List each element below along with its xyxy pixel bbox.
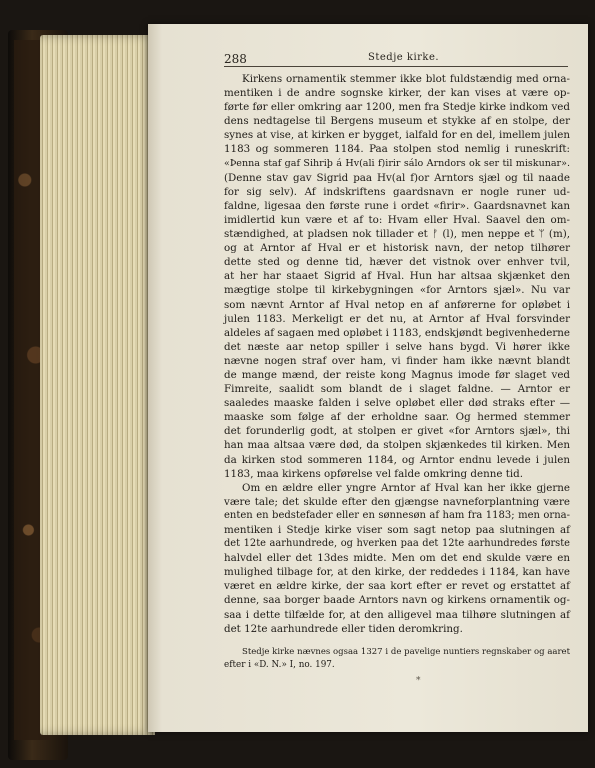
text-line: da kirken stod sommeren 1184, og Arntor endnu levede i julen bbox=[224, 453, 570, 466]
footnote-line: efter i «D. N.» I, no. 197. bbox=[224, 660, 335, 670]
text-line: at her har staaet Sigrid af Hval. Hun har altsaa skjænket den bbox=[224, 270, 570, 283]
text-line: de mange mænd, der reiste kong Magnus imode før slaget ved bbox=[224, 368, 570, 381]
text-line: nævne nogen straf over ham, vi finder ham ikke nævnt blandt bbox=[224, 354, 570, 367]
text-line: (Denne stav gav Sigrid paa Hv(al f)or Arntors sjæl og til naade bbox=[224, 171, 570, 184]
text-line: saa i dette tilfælde for, at den alligevel maa tilhøre slutningen af bbox=[224, 608, 570, 621]
text-line: han maa altsaa være død, da stolpen skjænkedes til kirken. Men bbox=[224, 439, 570, 452]
text-line: det 12te aarhundrede, og hverken paa det 12te aarhundredes første bbox=[224, 538, 570, 550]
text-line: førte før eller omkring aar 1200, men fra Stedje kirke indkom ved bbox=[224, 101, 570, 114]
footnote bbox=[224, 646, 570, 672]
header-rule bbox=[224, 66, 568, 67]
text-line: saaledes maaske falden i selve opløbet eller død straks efter — bbox=[224, 397, 570, 410]
text-line: 1183, maa kirkens opførelse vel falde omkring denne tid. bbox=[224, 467, 524, 480]
text-line: dens nedtagelse til Bergens museum et stykke af en stolpe, der bbox=[224, 115, 570, 128]
text-line: og at Arntor af Hval er et historisk navn, der netop tilhører bbox=[224, 242, 570, 255]
text-line: Om en ældre eller yngre Arntor af Hval kan her ikke gjerne bbox=[242, 481, 570, 494]
book-page bbox=[148, 24, 588, 732]
text-line: aldeles af sagaen med opløbet i 1183, endskjøndt begivenhederne bbox=[224, 326, 570, 339]
text-line: mægtige stolpe til kirkebygningen «for Arntors sjæl». Nu var bbox=[224, 284, 570, 297]
text-line: enten en bedstefader eller en sønnesøn af ham fra 1183; men orna- bbox=[224, 509, 570, 521]
text-line: været en ældre kirke, der saa kort efter er revet og erstattet af bbox=[224, 580, 570, 593]
running-title: Stedje kirke. bbox=[368, 52, 440, 63]
text-line: halvdel eller det 13des midte. Men om det end skulde være en bbox=[224, 552, 570, 565]
text-line: være tale; det skulde efter den gjængse navneforplantning være bbox=[224, 495, 570, 508]
text-line: mentiken i Stedje kirke viser som sagt netop paa slutningen af bbox=[224, 524, 570, 536]
text-line: dette sted og denne tid, hæver det vistnok over enhver tvil, bbox=[224, 256, 570, 269]
footnote-line: Stedje kirke nævnes ogsaa 1327 i de pavelige nuntiers regnskaber og aaret bbox=[242, 647, 570, 657]
page-header bbox=[224, 50, 568, 66]
text-line: Fimreite, saalidt som blandt de i slaget faldne. — Arntor er bbox=[224, 383, 570, 396]
text-line: mulighed tilbage for, at den kirke, der reddedes i 1184, kan have bbox=[224, 566, 570, 579]
text-line: «Þenna staf gaf Sihriþ á Hv(ali f)irir sálo Arndors ok ser til miskunar». bbox=[224, 157, 570, 169]
text-line: stændighed, at pladsen nok tillader et ᚠ (l), men neppe et ᛘ (m), bbox=[224, 228, 570, 241]
text-line: mentiken i de andre sognske kirker, der kan vises at være op- bbox=[224, 87, 570, 100]
page-stack bbox=[40, 35, 155, 735]
text-line: det forunderlig godt, at stolpen er givet «for Arntors sjæl», thi bbox=[224, 425, 570, 438]
body-text bbox=[224, 72, 570, 636]
page-number: 288 bbox=[224, 52, 247, 66]
text-line: maaske som følge af der erholdne saar. Og hermed stemmer bbox=[224, 411, 570, 424]
printer-mark: * bbox=[416, 676, 421, 686]
text-line: faldne, ligesaa den første rune i ordet «firir». Gaardsnavnet kan bbox=[224, 199, 570, 212]
text-line: synes at vise, at kirken er bygget, ialfald for en del, imellem julen bbox=[224, 129, 570, 142]
text-line: det 12te aarhundrede eller tiden deromkring. bbox=[224, 622, 463, 635]
text-line: julen 1183. Merkeligt er det nu, at Arntor af Hval forsvinder bbox=[224, 312, 570, 325]
text-line: det næste aar netop spiller i selve hans bygd. Vi hører ikke bbox=[224, 340, 570, 353]
text-line: denne, saa borger baade Arntors navn og kirkens ornamentik og- bbox=[224, 594, 570, 607]
text-line: Kirkens ornamentik stemmer ikke blot fuldstændig med orna- bbox=[242, 73, 570, 85]
text-line: 1183 og sommeren 1184. Paa stolpen stod nemlig i runeskrift: bbox=[224, 143, 570, 156]
text-line: som nævnt Arntor af Hval netop en af anførerne for opløbet i bbox=[224, 298, 570, 311]
text-line: for sig selv). Af indskriftens gaardsnavn er nogle runer ud- bbox=[224, 185, 570, 198]
text-line: imidlertid kun være et af to: Hvam eller Hval. Saavel den om- bbox=[224, 213, 570, 226]
